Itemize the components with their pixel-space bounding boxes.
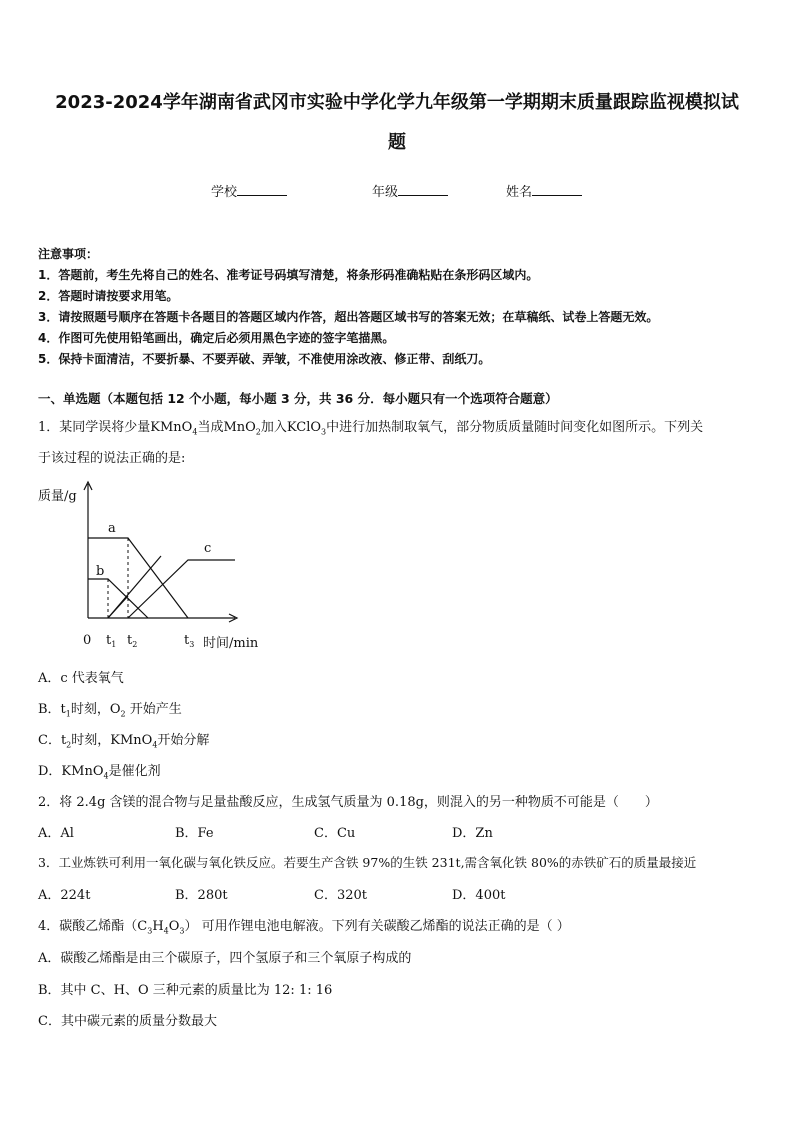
origin-label: 0	[83, 633, 92, 648]
q4-option-a: A．碳酸乙烯酯是由三个碳原子，四个氢原子和三个氧原子构成的	[38, 951, 412, 966]
q2-stem: 2．将 2.4g 含镁的混合物与足量盐酸反应，生成氢气质量为 0.18g，则混入的另一种物质不可能是（ ）	[38, 795, 658, 810]
q4-text: O	[168, 919, 180, 934]
section-heading: 一、单选题（本题包括 12 个小题，每小题 3 分，共 36 分．每小题只有一个选项符合题意）	[38, 391, 558, 406]
q2-option-d: D．Zn	[452, 826, 493, 841]
note-item: 1．答题前，考生先将自己的姓名、准考证号码填写清楚，将条形码准确粘贴在条形码区域内。	[38, 268, 539, 282]
q1-sub: 3	[321, 427, 327, 437]
q1-text: 当成	[197, 420, 224, 435]
notes-heading: 注意事项：	[38, 247, 99, 261]
q4-sub: 3	[147, 926, 153, 936]
curve-b	[88, 579, 148, 618]
grade-blank	[398, 183, 448, 196]
t3-label: $t_3$	[184, 633, 195, 649]
q1-sub: 2	[255, 427, 261, 437]
x-axis-label: 时间/min	[203, 636, 259, 651]
option-sub: 4	[103, 771, 109, 781]
q2-option-c: C．Cu	[314, 826, 356, 841]
school-blank	[237, 183, 287, 196]
q1-text: 中进行加热制取氧气，部分物质质量随时间变化如图所示。下列关	[326, 420, 704, 435]
q1-option-a: A．c 代表氧气	[38, 671, 124, 686]
q2-option-a: A．Al	[38, 826, 74, 841]
option-text: 时刻，O	[70, 702, 121, 717]
q4-stem	[38, 915, 570, 936]
note-item: 4．作图可先使用铅笔画出，确定后必须用黑色字迹的签字笔描黑。	[38, 331, 395, 345]
curve-label-c: c	[204, 541, 212, 556]
option-text: D．KMnO	[38, 764, 104, 779]
option-text: B．t	[38, 702, 66, 717]
q1-stem-line1	[38, 416, 703, 437]
y-axis-label: 质量/g	[38, 489, 77, 504]
q1-formula: KClO	[286, 420, 322, 435]
q1-stem-line2: 于该过程的说法正确的是:	[38, 451, 186, 466]
notes-block	[38, 244, 658, 370]
q3-option-d: D．400t	[452, 888, 506, 903]
grade-field	[372, 181, 448, 200]
q1-option-b	[38, 698, 182, 719]
option-sub: 4	[152, 740, 158, 750]
q1-text: 1．某同学误将少量	[38, 420, 151, 435]
note-item: 3．请按照题号顺序在答题卡各题目的答题区域内作答，超出答题区域书写的答案无效；在草稿纸、试卷上答题无效。	[38, 310, 659, 324]
option-text: 是催化剂	[108, 764, 161, 779]
option-text: 开始产生	[125, 702, 182, 717]
q2-option-b: B．Fe	[175, 826, 214, 841]
q1-formula: KMnO	[150, 420, 193, 435]
t2-label: $t_2$	[127, 633, 138, 649]
option-sub: 2	[120, 709, 126, 719]
option-text: C．t	[38, 733, 67, 748]
q4-text: ） 可用作锂电池电解液。下列有关碳酸乙烯酯的说法正确的是（ ）	[184, 919, 570, 934]
q4-option-b: B．其中 C、H、O 三种元素的质量比为 12: 1: 16	[38, 983, 333, 998]
option-sub: 2	[66, 740, 72, 750]
t1-label: $t_1$	[106, 633, 117, 649]
q3-option-a: A．224t	[38, 888, 91, 903]
q3-option-b: B．280t	[175, 888, 228, 903]
school-field	[211, 181, 287, 200]
option-text: 时刻，KMnO	[71, 733, 153, 748]
paper-title-line1: 2023-2024学年湖南省武冈市实验中学化学九年级第一学期期末质量跟踪监视模拟试	[55, 92, 739, 113]
note-item: 5．保持卡面清洁，不要折暴、不要弄破、弄皱，不准使用涂改液、修正带、刮纸刀。	[38, 352, 491, 366]
q1-text: 加入	[260, 420, 287, 435]
q4-sub: 4	[163, 926, 169, 936]
note-item: 2．答题时请按要求用笔。	[38, 289, 179, 303]
q1-sub: 4	[192, 427, 198, 437]
q4-sub: 3	[179, 926, 185, 936]
option-text: 开始分解	[157, 733, 210, 748]
curve-label-a: a	[108, 521, 116, 536]
name-label: 姓名	[506, 185, 533, 200]
q4-option-c: C．其中碳元素的质量分数最大	[38, 1014, 217, 1029]
name-blank	[532, 183, 582, 196]
q4-text: 4．碳酸乙烯酯（C	[38, 919, 148, 934]
paper-title-line2: 题	[388, 132, 406, 153]
curve-label-b: b	[96, 564, 105, 579]
q1-option-d	[38, 760, 161, 781]
q1-formula: MnO	[223, 420, 256, 435]
q3-stem: 3．工业炼铁可利用一氧化碳与氧化铁反应。若要生产含铁 97%的生铁 231t,需含氧化铁 80%的赤铁矿石的质量最接近	[38, 855, 697, 870]
name-field	[506, 181, 582, 200]
q3-option-c: C．320t	[314, 888, 367, 903]
q4-text: H	[152, 919, 164, 934]
mass-time-graph	[30, 476, 270, 656]
option-sub: 1	[65, 709, 71, 719]
school-label: 学校	[211, 185, 238, 200]
grade-label: 年级	[372, 185, 399, 200]
q1-option-c	[38, 729, 209, 750]
